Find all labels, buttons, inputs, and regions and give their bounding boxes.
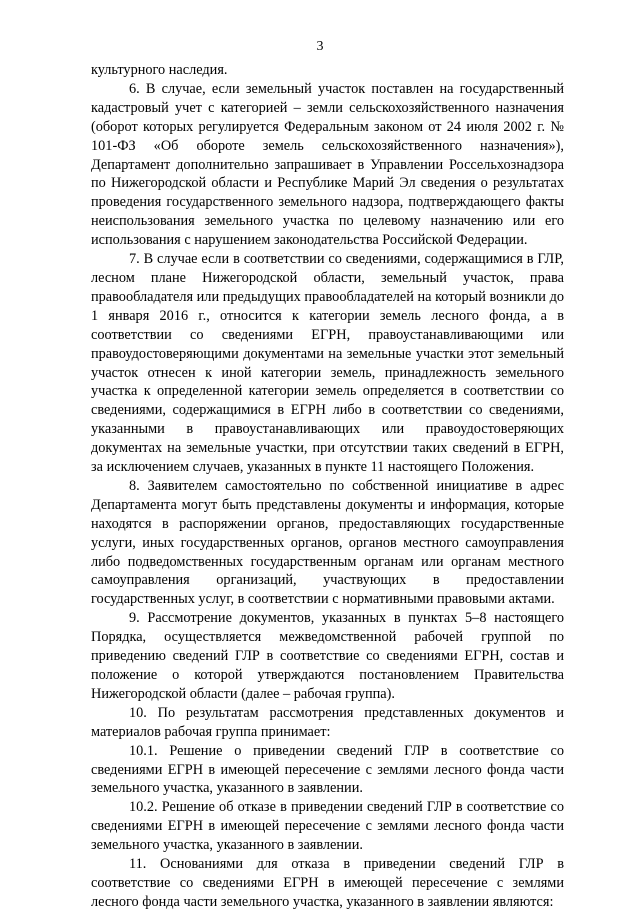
paragraph-10-1: 10.1. Решение о приведении сведений ГЛР в соответствие со сведениями ЕГРН в имеющей пересечение с землями лесного фонда части земельного участка, указанного в заявлении.	[91, 742, 564, 797]
paragraph-11: 11. Основаниями для отказа в приведении сведений ГЛР в соответствие со сведениями ЕГРН в имеющей пересечение с землями лесного фонда части земельного участка, указанного в заявлении являются:	[91, 856, 564, 910]
paragraph-10-2: 10.2. Решение об отказе в приведении сведений ГЛР в соответствие со сведениями ЕГРН в имеющей пересечение с землями лесного фонда части земельного участка, указанного в заявлении.	[91, 799, 564, 854]
paragraph-9: 9. Рассмотрение документов, указанных в пунктах 5–8 настоящего Порядка, осуществляется межведомственной рабочей группой по приведению сведений ГЛР в соответствие со сведениями ЕГРН, состав и положение о которой утверждаются постановлением Правительства Нижегородской области (далее – рабочая группа).	[91, 610, 564, 702]
paragraph-8: 8. Заявителем самостоятельно по собственной инициативе в адрес Департамента могут быть представлены документы и информация, которые находятся в распоряжении органов, предоставляющих государственные услуги, иных государственных органов, органов местного самоуправления либо подведомственных государственным органам или органам местного самоуправления организаций, участвующих в предоставлении государственных услуг, в соответствии с нормативными правовыми актами.	[91, 477, 564, 608]
paragraph-6: 6. В случае, если земельный участок поставлен на государственный кадастровый учет с категорией – земли сельскохозяйственного назначения (оборот которых регулируется Федеральным законом от 24 июля 2002 г. № 101-ФЗ «Об обороте земель сельскохозяйственного назначения»), Департамент дополнительно запрашивает в Управлении Россельхознадзора по Нижегородской области и Республике Марий Эл сведения о результатах проведения государственного земельного надзора, подтверждающего факты неиспользования земельного участка по целевому назначению или его использования с нарушением законодательства Российской Федерации.	[91, 80, 564, 249]
paragraph-7: 7. В случае если в соответствии со сведениями, содержащимися в ГЛР, лесном плане Нижегородской области, земельный участок, права правообладателя или предыдущих правообладателей на который возникли до 1 января 2016 г., относится к категории земель лесного фонда, а в соответствии со сведениями ЕГРН, правоустанавливающими или правоудостоверяющими документами на земельные участки этот земельный участок отнесен к иной категории земель, принадлежность земельного участка к определенной категории земель определяется в соответствии со сведениями, содержащимися в ЕГРН либо в соответствии со сведениями, указанными в правоустанавливающих или правоудостоверяющих документах на земельные участки, при отсутствии таких сведений в ЕГРН, за исключением случаев, указанных в пункте 11 настоящего Положения.	[91, 251, 564, 476]
page-number: 3	[316, 39, 324, 54]
paragraph-continuation: культурного наследия.	[91, 62, 228, 78]
document-body	[91, 61, 564, 912]
paragraph-10: 10. По результатам рассмотрения представленных документов и материалов рабочая группа принимает:	[91, 704, 564, 740]
